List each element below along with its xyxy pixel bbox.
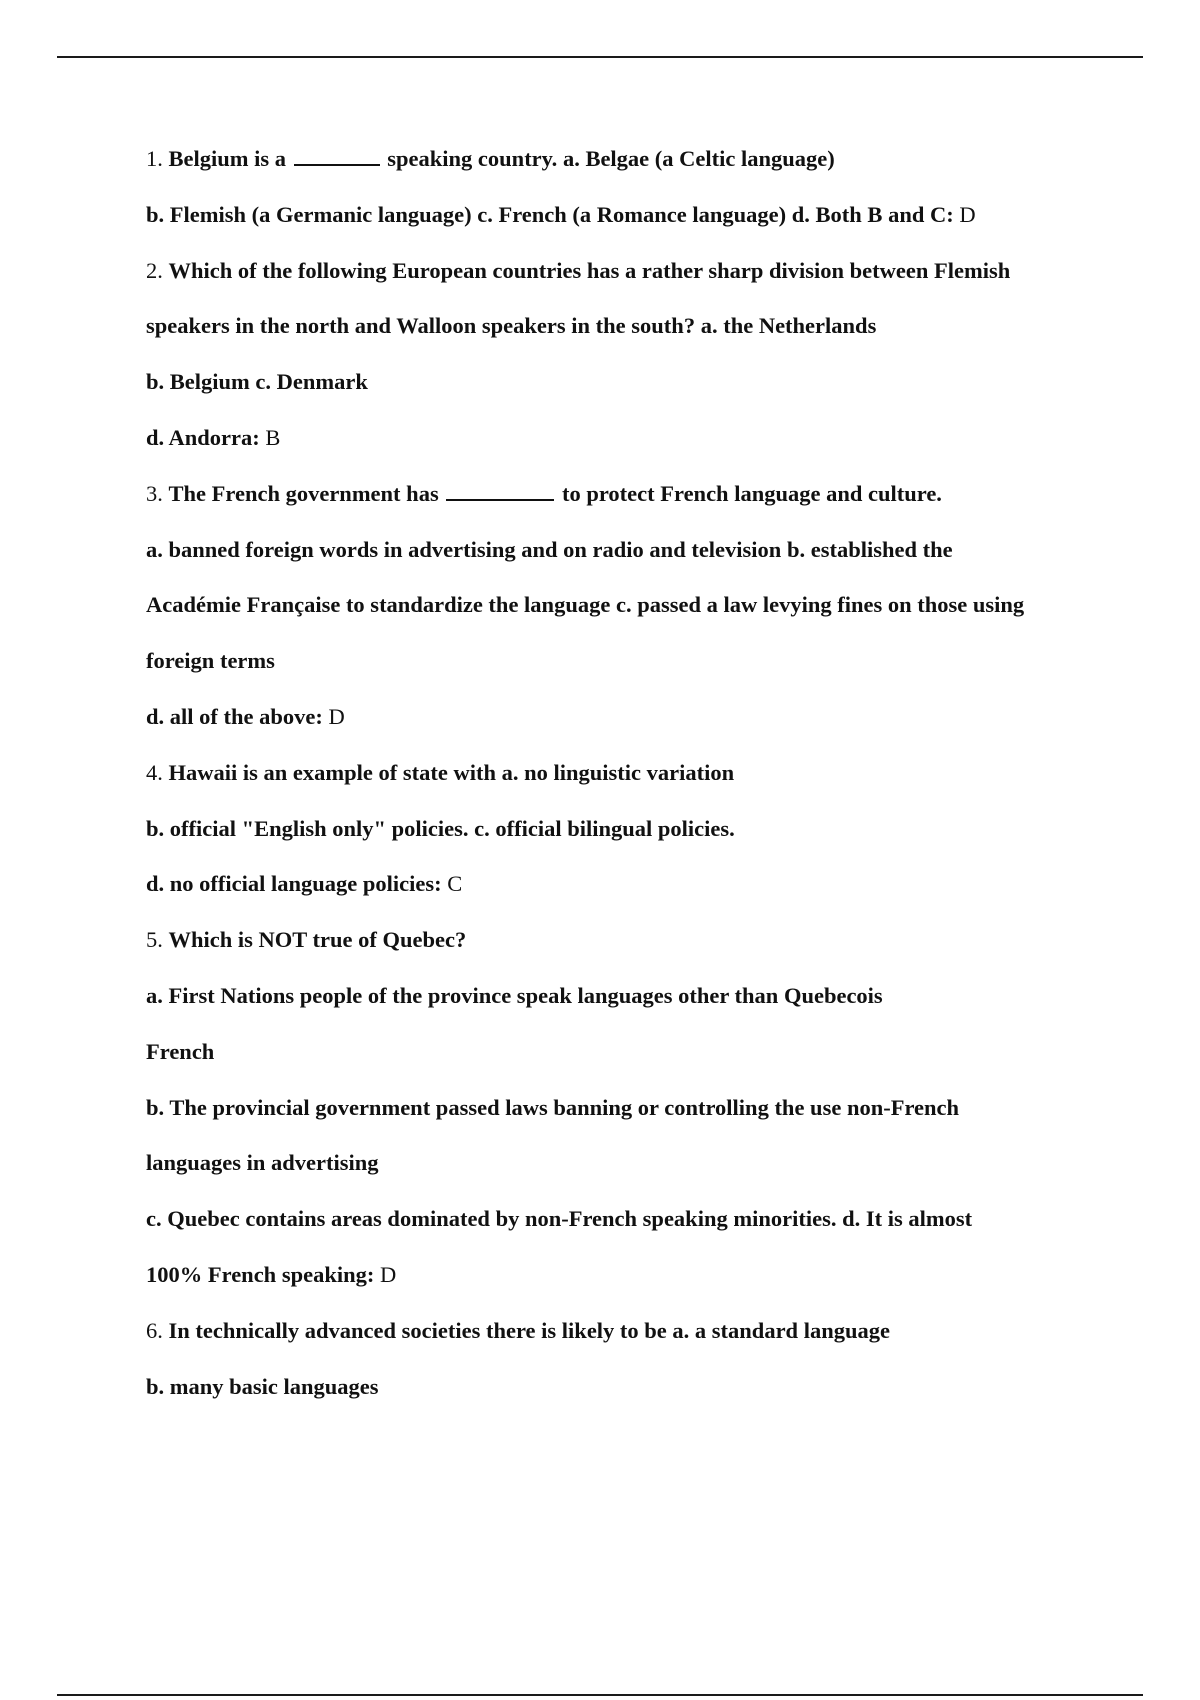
question-2-answer: B — [265, 424, 281, 450]
question-2-line-4 — [146, 419, 1106, 475]
question-5-line-4 — [146, 1089, 1106, 1145]
question-5-option-d-start: d. It is almost — [842, 1206, 973, 1232]
question-2-option-d: d. Andorra: — [146, 424, 260, 450]
question-2-option-b: b. Belgium — [146, 369, 250, 395]
question-6-stem: In technically advanced societies there is likely to be — [168, 1317, 667, 1343]
question-3-line-4 — [146, 642, 1106, 698]
question-1-number: 1. — [146, 146, 163, 171]
header-rule — [57, 56, 1143, 58]
question-3-stem-start: The French government has — [168, 480, 439, 506]
question-5-line-1 — [146, 921, 1106, 977]
question-1-option-d: d. Both B and C: — [791, 201, 954, 227]
question-5-option-a-start: a. First Nations people of the province speak languages other than Quebecois — [146, 982, 883, 1008]
question-5-line-6 — [146, 1200, 1106, 1256]
question-5-option-d-end: 100% French speaking: — [146, 1261, 375, 1287]
question-2-line-2 — [146, 307, 1106, 363]
question-3-stem-end: to protect French language and culture. — [561, 480, 942, 506]
question-3-option-a: a. banned foreign words in advertising and on radio and television — [146, 536, 782, 562]
question-1-line-1 — [146, 140, 1106, 196]
question-2-line-3 — [146, 363, 1106, 419]
question-1-blank — [294, 145, 380, 166]
question-4-option-c: c. official bilingual policies. — [474, 815, 735, 841]
question-1-option-a: a. Belgae (a Celtic language) — [562, 146, 835, 171]
question-2-line-1 — [146, 252, 1106, 308]
question-2-option-a: a. the Netherlands — [700, 313, 877, 339]
question-4-line-3 — [146, 865, 1106, 921]
question-1-line-2 — [146, 196, 1106, 252]
question-6-line-1 — [146, 1312, 1106, 1368]
quiz-content — [146, 140, 1106, 1423]
question-5-option-b-end: languages in advertising — [146, 1150, 379, 1176]
question-1-option-b: b. Flemish (a Germanic language) — [146, 201, 472, 227]
question-5-option-b-start: b. The provincial government passed laws banning or controlling the use non-French — [146, 1094, 960, 1120]
question-3-option-b-end: Académie Française to standardize the language — [146, 592, 611, 618]
question-4-answer: C — [447, 871, 463, 897]
question-1-option-c: c. French (a Romance language) — [477, 201, 787, 227]
question-5-option-c: c. Quebec contains areas dominated by non-French speaking minorities. — [146, 1206, 837, 1232]
question-2-stem-line-2: speakers in the north and Walloon speakers in the south? — [146, 313, 696, 339]
question-2-option-c: c. Denmark — [255, 369, 368, 395]
question-3-option-b-start: b. established the — [786, 536, 953, 562]
question-5-stem: Which is NOT true of Quebec? — [168, 927, 467, 953]
question-3-option-c-end: foreign terms — [146, 648, 275, 674]
question-5-line-5 — [146, 1144, 1106, 1200]
question-3-answer: D — [328, 703, 345, 729]
question-3-option-d: d. all of the above: — [146, 703, 323, 729]
question-5-line-7 — [146, 1256, 1106, 1312]
question-4-number: 4. — [146, 759, 163, 785]
question-6-line-2 — [146, 1368, 1106, 1424]
question-4-line-2 — [146, 810, 1106, 866]
question-3-line-5 — [146, 698, 1106, 754]
question-6-option-a: a. a standard language — [672, 1317, 890, 1343]
question-4-option-a: a. no linguistic variation — [501, 759, 735, 785]
question-3-line-2 — [146, 531, 1106, 587]
question-6-number: 6. — [146, 1317, 163, 1343]
question-5-number: 5. — [146, 927, 163, 953]
question-5-line-2 — [146, 977, 1106, 1033]
question-1-answer: D — [959, 201, 976, 227]
question-6-option-b: b. many basic languages — [146, 1373, 379, 1399]
question-3-line-1 — [146, 475, 1106, 531]
question-2-number: 2. — [146, 257, 163, 283]
question-4-option-d: d. no official language policies: — [146, 871, 442, 897]
question-2-stem-line-1: Which of the following European countries has a rather sharp division between Flemish — [168, 257, 1011, 283]
question-5-answer: D — [379, 1261, 397, 1287]
question-1-stem-end: speaking country. — [387, 146, 558, 171]
question-3-option-c-start: c. passed a law levying fines on those using — [615, 592, 1025, 618]
question-3-line-3 — [146, 586, 1106, 642]
question-4-line-1 — [146, 754, 1106, 810]
question-3-number: 3. — [146, 480, 163, 506]
question-1-stem-start: Belgium is a — [168, 146, 287, 171]
question-3-blank — [446, 480, 554, 501]
question-4-stem: Hawaii is an example of state with — [168, 759, 496, 785]
question-5-option-a-end: French — [146, 1038, 215, 1064]
question-4-option-b: b. official "English only" policies. — [146, 815, 469, 841]
footer-rule — [57, 1694, 1143, 1696]
question-5-line-3 — [146, 1033, 1106, 1089]
